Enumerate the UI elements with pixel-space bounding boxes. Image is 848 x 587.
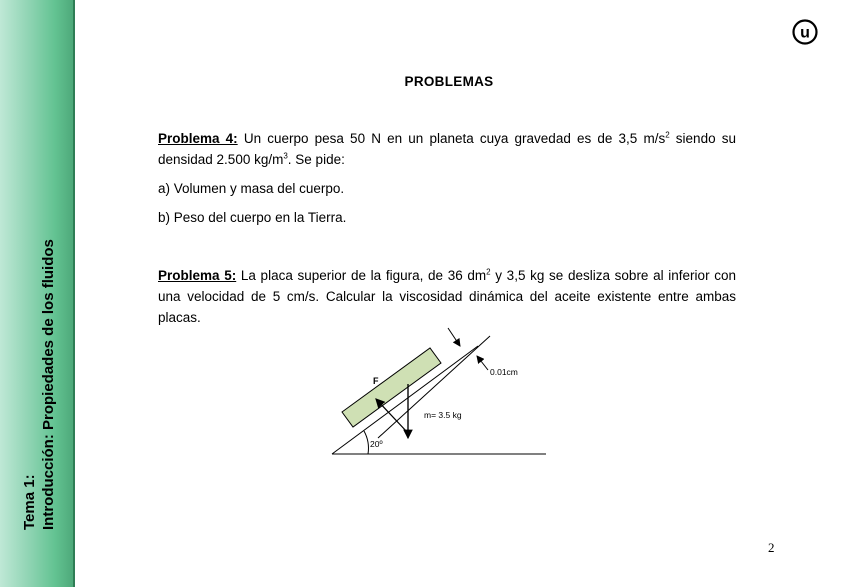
gap-arrow-bottom: [477, 356, 488, 370]
mass-label: m= 3.5 kg: [424, 410, 462, 420]
force-label: F: [373, 376, 379, 386]
gap-arrow-top: [448, 328, 460, 346]
sidebar-topic-name: Introducción: Propiedades de los fluidos: [40, 239, 57, 530]
inclined-plate-diagram: [328, 326, 554, 458]
problem-4-sup-a: 2: [665, 130, 670, 140]
incline-lower-plate: [332, 346, 478, 454]
problem-5-statement: [158, 265, 736, 328]
problem-4-sup-b: 3: [283, 151, 288, 161]
problem-4-statement: [158, 128, 736, 170]
page-number: 2: [768, 540, 775, 555]
angle-arc: [364, 431, 368, 454]
problem-content: [158, 128, 736, 328]
problem-4-item-b: b) Peso del cuerpo en la Tierra.: [158, 210, 347, 225]
gap-label: 0.01cm: [490, 367, 518, 377]
problem-4-text-c: . Se pide:: [287, 152, 345, 167]
logo-letter: u: [800, 24, 810, 42]
university-logo-icon: [792, 19, 818, 45]
problem-5-label: Problema 5:: [158, 268, 237, 283]
problem-5-text-a: La placa superior de la figura, de 36 dm: [236, 268, 487, 283]
problem-5-text-b: y 3,5 kg se desliza sobre al inferior con una velocidad de 5 cm/s. Calcular la viscosidad dinámica del aceite existente entre ambas placas.: [158, 268, 736, 325]
angle-label: 20º: [370, 439, 383, 449]
problem-4-label: Problema 4:: [158, 131, 238, 146]
sidebar-topic-number: Tema 1:: [21, 474, 38, 530]
problem-4-text-b: siendo su densidad 2.500 kg/m: [158, 131, 736, 167]
page-title: PROBLEMAS: [404, 74, 494, 89]
problem-4-text-a: Un cuerpo pesa 50 N en un planeta cuya gravedad es de 3,5 m/s: [237, 131, 666, 146]
problem-4-item-a: a) Volumen y masa del cuerpo.: [158, 181, 345, 196]
problem-5-sup-a: 2: [486, 267, 491, 277]
